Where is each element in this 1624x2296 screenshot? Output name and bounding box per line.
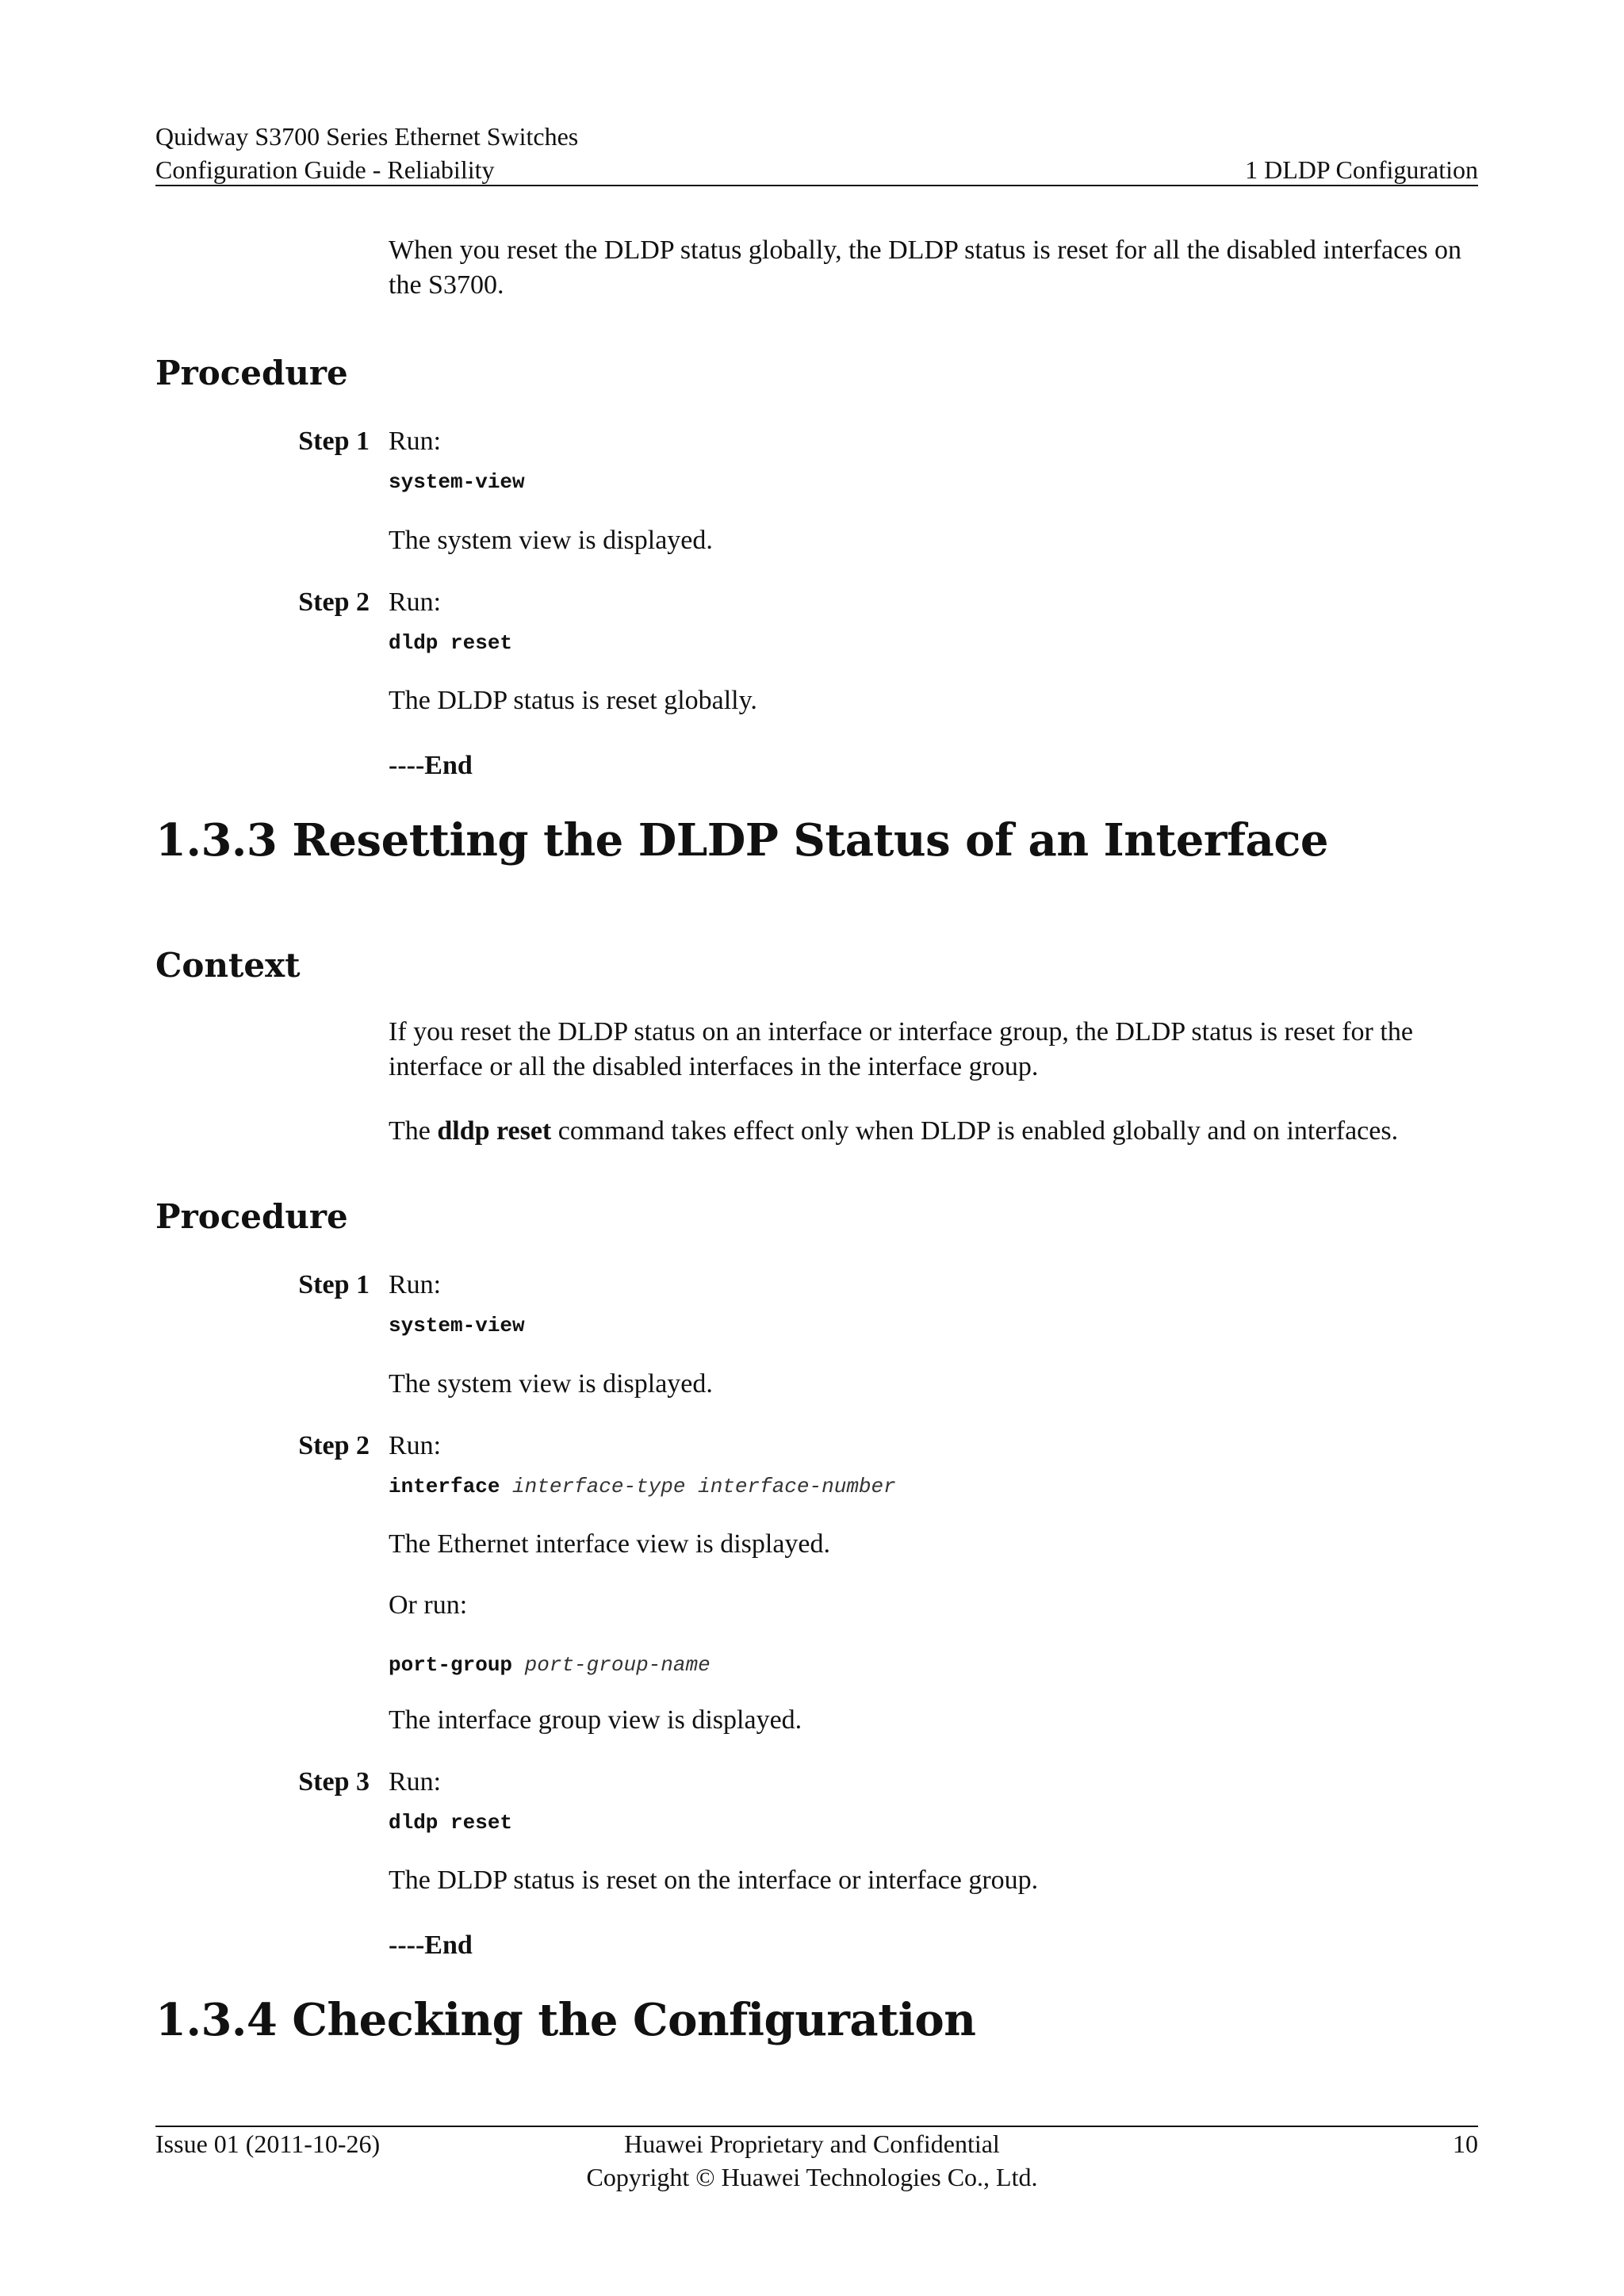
step-result: The DLDP status is reset on the interface or interface group. xyxy=(389,1866,1039,1895)
footer-copyright: Copyright © Huawei Technologies Co., Ltd. xyxy=(586,2163,1038,2191)
step-label: Step 2 xyxy=(298,587,370,617)
or-run-text: Or run: xyxy=(389,1590,468,1620)
command-text: dldp reset xyxy=(389,1811,513,1835)
header-product: Quidway S3700 Series Ethernet Switches xyxy=(155,122,579,151)
step-result: The system view is displayed. xyxy=(389,1369,713,1399)
step-run: Run: xyxy=(389,587,442,617)
page-number: 10 xyxy=(1453,2130,1478,2158)
command-text: interface interface-type interface-number xyxy=(389,1475,896,1498)
step-run: Run: xyxy=(389,1431,442,1460)
header-guide: Configuration Guide - Reliability xyxy=(155,155,495,184)
step-result: The system view is displayed. xyxy=(389,526,713,555)
command-text: system-view xyxy=(389,1314,525,1337)
context-paragraph: If you reset the DLDP status on an interface or interface group, the DLDP status is reset for the interface or all the disabled interfaces in the interface group. xyxy=(389,1017,1413,1081)
command-text: port-group port-group-name xyxy=(389,1653,710,1677)
step-label: Step 3 xyxy=(298,1767,370,1797)
section-title-1-3-3: 1.3.3 Resetting the DLDP Status of an Interface xyxy=(155,814,1329,867)
step-result: The Ethernet interface view is displayed. xyxy=(389,1529,830,1559)
procedure-heading-2: Procedure xyxy=(155,1197,348,1236)
command-text: dldp reset xyxy=(389,631,513,655)
context-note: The dldp reset command takes effect only when DLDP is enabled globally and on interfaces. xyxy=(389,1116,1399,1146)
step-run: Run: xyxy=(389,1270,442,1299)
step-label: Step 1 xyxy=(298,1270,370,1299)
section-title-1-3-4: 1.3.4 Checking the Configuration xyxy=(155,1994,976,2046)
step-result: The DLDP status is reset globally. xyxy=(389,686,757,715)
step-run: Run: xyxy=(389,1767,442,1797)
command-text: system-view xyxy=(389,470,525,494)
context-heading: Context xyxy=(155,946,301,985)
footer-issue: Issue 01 (2011-10-26) xyxy=(155,2130,381,2158)
step-label: Step 1 xyxy=(298,427,370,456)
intro-paragraph: When you reset the DLDP status globally, the DLDP status is reset for all the disabled interfaces on the S3700. xyxy=(389,235,1462,300)
footer-rule xyxy=(155,2126,1478,2127)
step-run: Run: xyxy=(389,427,442,456)
procedure-heading-1: Procedure xyxy=(155,354,348,392)
command-keyword: dldp reset xyxy=(437,1116,552,1146)
step-label: Step 2 xyxy=(298,1431,370,1460)
header-chapter: 1 DLDP Configuration xyxy=(1245,155,1478,184)
end-marker: ----End xyxy=(389,751,473,780)
end-marker: ----End xyxy=(389,1931,473,1960)
footer-confidential: Huawei Proprietary and Confidential xyxy=(624,2130,1000,2158)
header-rule xyxy=(155,185,1478,186)
step-result: The interface group view is displayed. xyxy=(389,1705,802,1735)
